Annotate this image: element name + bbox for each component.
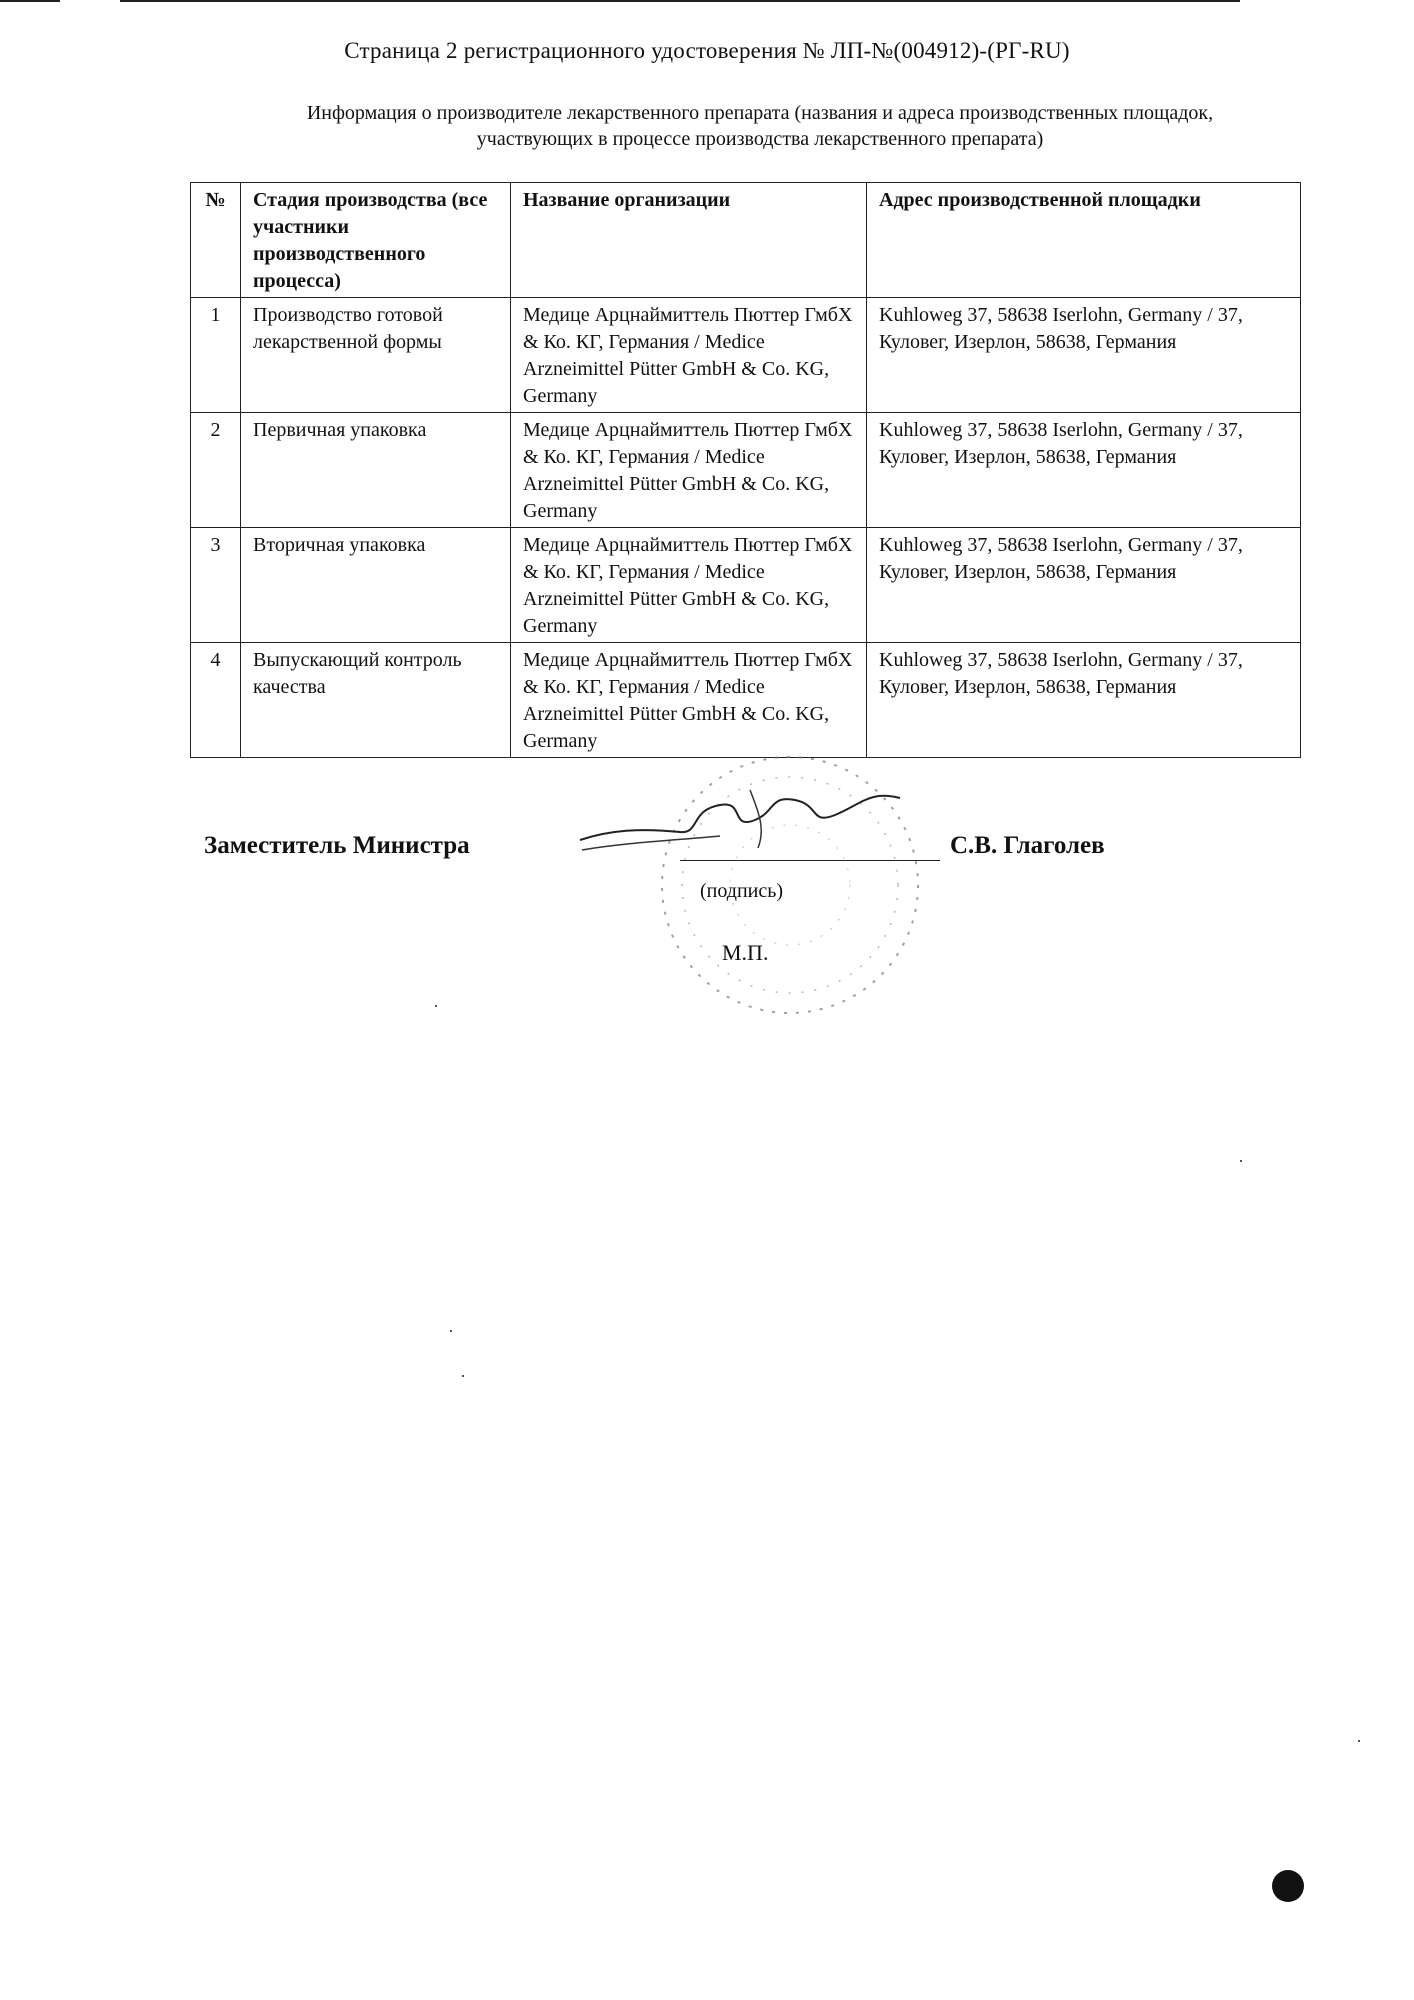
row-stage: Производство готовой лекарственной формы <box>241 298 511 413</box>
subtitle-line-2: участвующих в процессе производства лекарственного препарата) <box>476 128 1044 150</box>
header-stage: Стадия производства (все участники производственного процесса) <box>241 183 511 298</box>
row-num: 3 <box>191 528 241 643</box>
row-address: Kuhloweg 37, 58638 Iserlohn, Germany / 37, Куловег, Изерлон, 58638, Германия <box>867 643 1301 758</box>
scan-edge-line <box>120 0 1240 2</box>
row-address: Kuhloweg 37, 58638 Iserlohn, Germany / 37, Куловег, Изерлон, 58638, Германия <box>867 528 1301 643</box>
row-org: Медице Арцнаймиттель Пюттер ГмбХ & Ко. КГ, Германия / Medice Arzneimittel Pütter GmbH & Co. KG, Germany <box>511 298 867 413</box>
signer-position: Заместитель Министра <box>204 832 470 859</box>
scan-edge-line <box>0 0 60 2</box>
header-num: № <box>191 183 241 298</box>
table-row <box>191 413 1301 528</box>
scan-speck <box>462 1375 464 1377</box>
header-address: Адрес производственной площадки <box>867 183 1301 298</box>
scan-speck <box>1240 1160 1242 1162</box>
handwritten-signature <box>570 770 930 860</box>
table-row <box>191 528 1301 643</box>
row-num: 1 <box>191 298 241 413</box>
seal-place-mark: М.П. <box>722 940 769 965</box>
table-row <box>191 298 1301 413</box>
row-num: 2 <box>191 413 241 528</box>
page-subtitle <box>180 100 1340 152</box>
signature-line <box>680 860 940 861</box>
signer-name: С.В. Глаголев <box>950 832 1105 859</box>
row-org: Медице Арцнаймиттель Пюттер ГмбХ & Ко. КГ, Германия / Medice Arzneimittel Pütter GmbH & Co. KG, Germany <box>511 413 867 528</box>
row-stage: Первичная упаковка <box>241 413 511 528</box>
header-org: Название организации <box>511 183 867 298</box>
scan-speck <box>450 1330 452 1332</box>
page-title: Страница 2 регистрационного удостоверения № ЛП-№(004912)-(РГ-RU) <box>344 38 1070 63</box>
row-stage: Выпускающий контроль качества <box>241 643 511 758</box>
row-org: Медице Арцнаймиттель Пюттер ГмбХ & Ко. КГ, Германия / Medice Arzneimittel Pütter GmbH & Co. KG, Germany <box>511 528 867 643</box>
row-org: Медице Арцнаймиттель Пюттер ГмбХ & Ко. КГ, Германия / Medice Arzneimittel Pütter GmbH & Co. KG, Germany <box>511 643 867 758</box>
manufacturer-table <box>190 182 1301 758</box>
row-num: 4 <box>191 643 241 758</box>
signature-caption: (подпись) <box>700 880 784 902</box>
row-stage: Вторичная упаковка <box>241 528 511 643</box>
table-header-row <box>191 183 1301 298</box>
row-address: Kuhloweg 37, 58638 Iserlohn, Germany / 37, Куловег, Изерлон, 58638, Германия <box>867 413 1301 528</box>
punch-hole-mark <box>1272 1870 1304 1902</box>
scan-speck <box>1358 1740 1360 1742</box>
scan-speck <box>435 1005 437 1007</box>
row-address: Kuhloweg 37, 58638 Iserlohn, Germany / 37, Куловег, Изерлон, 58638, Германия <box>867 298 1301 413</box>
subtitle-line-1: Информация о производителе лекарственного препарата (названия и адреса производственных площадок, <box>306 102 1214 124</box>
